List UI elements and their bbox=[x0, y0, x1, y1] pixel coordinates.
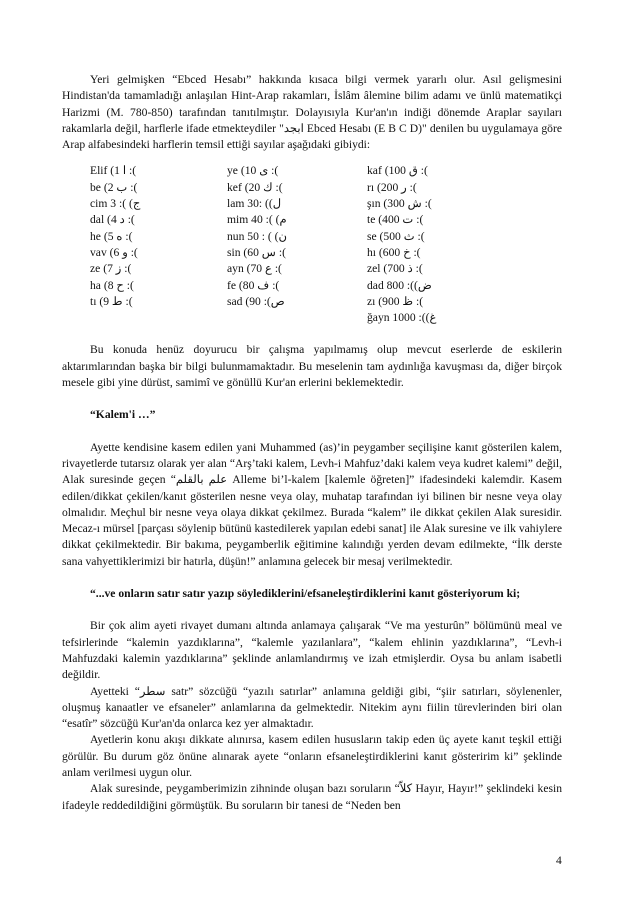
abjad-table bbox=[90, 163, 562, 326]
abjad-entry: dal (د 4 :( bbox=[90, 213, 135, 227]
abjad-entry: kef (ك 20 :( bbox=[227, 180, 283, 194]
abjad-entry: mim 40 :( (م bbox=[227, 213, 287, 227]
abjad-entry: cim 3 :( (ج bbox=[90, 197, 141, 211]
paragraph-ebced-intro: Yeri gelmişken “Ebced Hesabı” hakkında kısaca bilgi vermek yararlı olur. Asıl gelişmesini Hindistan'da tamamladığı anlaşılan Hint-Arap rakamları, İslâm âlemine bilim adamı ve ünlü matematikçi Harizmi (M. 780-850) tarafından tanıtılmıştır. Dolayısıyla Kur'an'ın indiği dönemde Araplar sayıları rakamlarla değil, harflerle ifade etmekteydiler "ابجد Ebced Hesabı (E B C D)" denilen bu uygulamaya göre Arap alfabesindeki harflerin temsil ettiği sayılar aşağıdaki gibiydi: bbox=[62, 73, 562, 152]
paragraph-alak: Alak suresinde, peygamberimizin zihninde oluşan bazı soruların “كلاّ Hayır, Hayır!” şeklindeki kesin ifadeyle reddedildiğini görmüştük. Bu soruların bir tanesi de “Neden ben bbox=[62, 782, 562, 812]
abjad-entry: ye (ى 10 :( bbox=[227, 164, 279, 178]
abjad-entry: zı (ظ 900 :( bbox=[367, 294, 424, 308]
abjad-entry: sin (س 60 :( bbox=[227, 245, 286, 259]
section-heading-satir: “...ve onların satır satır yazıp söylediklerini/efsaneleştirdiklerini kanıt gösteriyorum ki; bbox=[90, 587, 521, 601]
abjad-entry: zel (ذ 700 :( bbox=[367, 262, 423, 276]
abjad-entry: se (ث 500 :( bbox=[367, 229, 425, 243]
paragraph-kalem: Ayette kendisine kasem edilen yani Muhammed (as)’in peygamber seçilişine kanıt gösterilen kalem, rivayetlerde tutarsız olarak yer alan “Arş’taki kalem, Levh-i Mahfuz’daki kalem veya kudret kalemi” değil, Alak suresinde geçen “علم بالقلم Alleme bi’l-kalem [kalemle öğreten]” ifadesindeki kalemdir. Kasem edilen/dikkat çekilen/kanıt gösterilen nesne veya olay, muhatap tarafından iyi bilinen bir nesne veya olay olmalıdır. Meçhul bir nesne veya olaya dikkat çekilmez. Burada “kalem” ile dikkat çekilen Alak suresidir. Mecaz-ı mürsel [parçası söylenip bütünü kastedilerek yapılan edebi sanat] ile Alak suresine ve ilk vahiylere dikkat çekilmektedir. Bir bakıma, peygamberlik eğitimine kalındığı yerden devam edilmekte, “İlk derste sana vahyettiklerimizi bir hatırla, düşün!” anlamına gelecek bir mesaj verilmektedir. bbox=[62, 440, 562, 568]
paragraph-yesturun: Bir çok alim ayeti rivayet dumanı altında anlamaya çalışarak “Ve ma yesturûn” bölümünü meal ve tefsirlerinde “kalemin yazdıklarına”, “kalemle yazılanlara”, “kalem ehlinin yazdıklarına”, “Levh-i Mahfuzdaki kalemin yazdıklarına” şeklinde anlamlandırmış ve izah etmişlerdir. Oysa bu anlam isabetli değildir. bbox=[62, 619, 562, 682]
abjad-entry: be (ب 2 :( bbox=[90, 180, 138, 194]
abjad-entry: nun 50 : ( (ن bbox=[227, 229, 288, 243]
abjad-entry: ze (ز 7 :( bbox=[90, 262, 132, 276]
document-page bbox=[62, 72, 562, 814]
abjad-entry: ha (ح 8 :( bbox=[90, 278, 134, 292]
abjad-entry: tı (ط 9 :( bbox=[90, 294, 133, 308]
abjad-entry: Elif (ا 1 :( bbox=[90, 164, 137, 178]
paragraph-kasem: Ayetlerin konu akışı dikkate alınırsa, kasem edilen hususların takip eden üç ayete kanıt teşkil ettiği görülür. Bu durum göz önüne alınarak ayete “onların efsaneleştirdiklerini kanıt gösteririm ki” şeklinde anlam verilmesi uygun olur. bbox=[62, 733, 562, 779]
abjad-entry: te (ت 400 :( bbox=[367, 213, 424, 227]
abjad-entry: fe (ف 80 :( bbox=[227, 278, 280, 292]
abjad-entry: dad 800 :((ض bbox=[367, 278, 432, 292]
abjad-entry: hı (خ 600 :( bbox=[367, 245, 421, 259]
abjad-entry: ğayn 1000 :((غ bbox=[367, 311, 437, 325]
abjad-entry: he (ه 5 :( bbox=[90, 229, 133, 243]
abjad-column-3 bbox=[367, 163, 547, 326]
abjad-entry: kaf (ق 100 :( bbox=[367, 164, 428, 178]
page-number: 4 bbox=[556, 854, 562, 867]
abjad-entry: ayn (ع 70 :( bbox=[227, 262, 282, 276]
abjad-column-1 bbox=[90, 163, 227, 326]
abjad-entry: lam 30: ((ل bbox=[227, 197, 282, 211]
abjad-entry: sad (90 :(ص bbox=[227, 294, 285, 308]
section-heading-kalem: “Kalem'i …” bbox=[90, 408, 156, 422]
abjad-column-2 bbox=[227, 163, 367, 326]
abjad-entry: rı (ر 200 :( bbox=[367, 180, 417, 194]
paragraph-research-note: Bu konuda henüz doyurucu bir çalışma yapılmamış olup mevcut eserlerde de eskilerin aktarımlarından başka bir bilgi bulunmamaktadır. Bu meselenin tam aydınlığa kavuşması da, diğer birçok mesele gibi yine dürüst, samimî ve gönüllü Kur'an erlerini beklemektedir. bbox=[62, 343, 562, 390]
abjad-entry: vav (و 6 :( bbox=[90, 245, 138, 259]
abjad-entry: şın (ش 300 :( bbox=[367, 197, 432, 211]
paragraph-satr: Ayetteki “سطر satr” sözcüğü “yazılı satırlar” anlamına geldiği gibi, “şiir satırları, söylenenler, oluşmuş kanaatler ve efsaneler” anlamlarına da gelmektedir. Nitekim aynı fiilin türevlerinden biri olan “esatîr” sözcüğü Kur'an'da onlarca kez yer almaktadır. bbox=[62, 684, 562, 731]
